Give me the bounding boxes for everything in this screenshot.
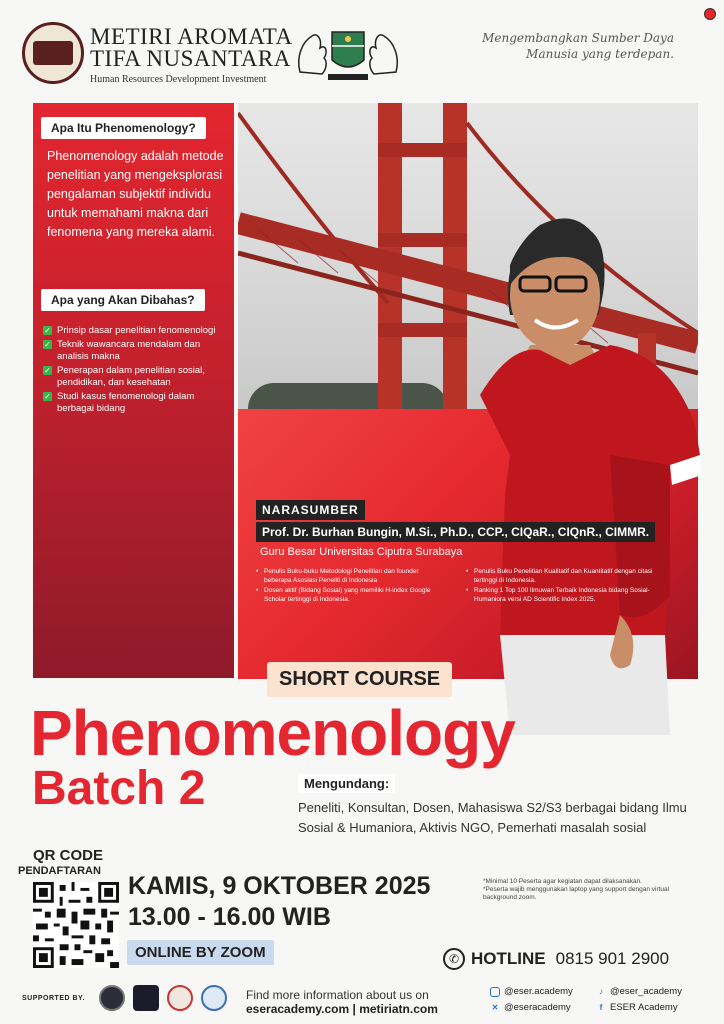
- credentials-left: [256, 568, 446, 606]
- course-title: Phenomenology: [30, 697, 515, 769]
- supported-by-label: SUPPORTED BY.: [22, 995, 85, 1002]
- check-icon: ✓: [44, 366, 51, 375]
- brand-name-line2: TIFA NUSANTARA: [90, 46, 291, 71]
- invite-label: Mengundang:: [298, 774, 395, 793]
- social-instagram[interactable]: [490, 986, 573, 997]
- motto-line2: Manusia yang terdepan.: [526, 47, 674, 61]
- registration-qr-code[interactable]: [33, 882, 119, 968]
- header: [0, 0, 724, 100]
- eser-academy-crest-logo: [292, 22, 404, 84]
- hotline-label: HOTLINE: [471, 949, 546, 968]
- instagram-handle: @eser.academy: [504, 986, 573, 997]
- topic-text: Prinsip dasar penelitian fenomenologi: [57, 325, 216, 336]
- list-item: [43, 325, 231, 337]
- topic-text: Penerapan dalam penelitian sosial, pendidikan, dan kesehatan: [57, 365, 205, 388]
- website-links[interactable]: eseracademy.com | metiriatn.com: [246, 1002, 438, 1016]
- topics-label: Apa yang Akan Dibahas?: [41, 289, 205, 311]
- speaker-label: NARASUMBER: [256, 500, 365, 520]
- note-laptop: *Peserta wajib menggunakan laptop yang support dengan virtual background zoom.: [483, 886, 670, 901]
- brand-name-line1: METIRI AROMATA: [90, 24, 293, 49]
- x-handle: @eseracademy: [504, 1002, 571, 1013]
- credentials-right: [466, 568, 656, 606]
- course-batch: Batch 2: [32, 762, 206, 815]
- hotline-number[interactable]: 0815 901 2900: [555, 949, 670, 968]
- record-dot-icon: [704, 8, 716, 20]
- list-item: • Penulis Buku Penelitian Kualitatif dan Kuantitatif dengan citasi tertinggi di Indonesia.: [466, 568, 656, 585]
- list-item: [43, 365, 231, 389]
- hotline[interactable]: [443, 948, 669, 970]
- more-info-text: Find more information about us on: [246, 988, 429, 1002]
- check-icon: ✓: [44, 392, 51, 401]
- note-minimum: *Minimal 10 Peserta agar kegiatan dapat dilaksanakan.: [483, 878, 642, 885]
- social-tiktok[interactable]: [596, 986, 682, 997]
- metiri-logo-emblem: [22, 22, 84, 84]
- participant-notes: [483, 878, 693, 902]
- qr-subtitle: PENDAFTARAN: [18, 865, 101, 877]
- invite-text: Peneliti, Konsultan, Dosen, Mahasiswa S2/S3 berbagai bidang Ilmu Sosial & Humaniora, Aktivis NGO, Pemerhati masalah sosial: [298, 800, 687, 835]
- what-is-label: Apa Itu Phenomenology?: [41, 117, 206, 139]
- sponsor-logo-3: [167, 985, 193, 1011]
- speaker-name: Prof. Dr. Burhan Bungin, M.Si., Ph.D., CCP., CIQaR., CIQnR., CIMMR.: [256, 522, 655, 542]
- what-is-description: Phenomenology adalah metode penelitian yang mengeksplorasi pengalaman subjektif individu untuk memahami makna dari fenomena yang mereka alami.: [47, 149, 224, 239]
- topic-text: Teknik wawancara mendalam dan analisis makna: [57, 339, 201, 362]
- phone-icon: ✆: [443, 948, 465, 970]
- info-panel: [33, 103, 234, 678]
- motto: [474, 30, 674, 62]
- motto-line1: Mengembangkan Sumber Daya: [482, 31, 674, 45]
- list-item: • Ranking 1 Top 100 Ilmuwan Terbaik Indonesia bidang Sosial-Humaniora versi AD Scientific Index 2025.: [466, 587, 656, 604]
- event-mode-badge: ONLINE BY ZOOM: [127, 940, 274, 965]
- check-icon: ✓: [44, 340, 51, 349]
- event-date: KAMIS, 9 OKTOBER 2025: [128, 872, 431, 900]
- list-item: • Dosen aktif (Bidang Sosial) yang memiliki H-index Google Scholar tertinggi di Indonesia.: [256, 587, 446, 604]
- topic-text: Studi kasus fenomenologi dalam berbagai bidang: [57, 391, 195, 414]
- list-item: [43, 391, 231, 415]
- social-x[interactable]: [490, 1002, 571, 1013]
- list-item: • Penulis Buku-buku Metodologi Penelitian dan founder beberapa Asosiasi Peneliti di Indonesia: [256, 568, 446, 585]
- event-time: 13.00 - 16.00 WIB: [128, 903, 331, 931]
- speaker-title: Guru Besar Universitas Ciputra Surabaya: [260, 546, 463, 558]
- facebook-icon: f: [599, 1002, 603, 1012]
- more-info: [246, 988, 438, 1016]
- facebook-handle: ESER Academy: [610, 1002, 678, 1013]
- instagram-icon: [490, 987, 500, 997]
- tiktok-handle: @eser_academy: [610, 986, 682, 997]
- topics-list: [43, 325, 231, 417]
- brand-block: [90, 26, 293, 85]
- sponsor-logo-4: [201, 985, 227, 1011]
- speaker-photo: [470, 195, 710, 735]
- sponsor-logo-2: [133, 985, 159, 1011]
- social-facebook[interactable]: [596, 1002, 678, 1013]
- speaker-credentials: [256, 568, 696, 606]
- short-course-badge: SHORT COURSE: [267, 662, 452, 697]
- sponsor-logo-1: [99, 985, 125, 1011]
- check-icon: ✓: [44, 326, 51, 335]
- tiktok-icon: ♪: [599, 986, 603, 996]
- qr-title: QR CODE: [33, 847, 104, 864]
- brand-tagline: Human Resources Development Investment: [90, 74, 267, 85]
- x-icon: ✕: [491, 1002, 499, 1012]
- list-item: [43, 339, 231, 363]
